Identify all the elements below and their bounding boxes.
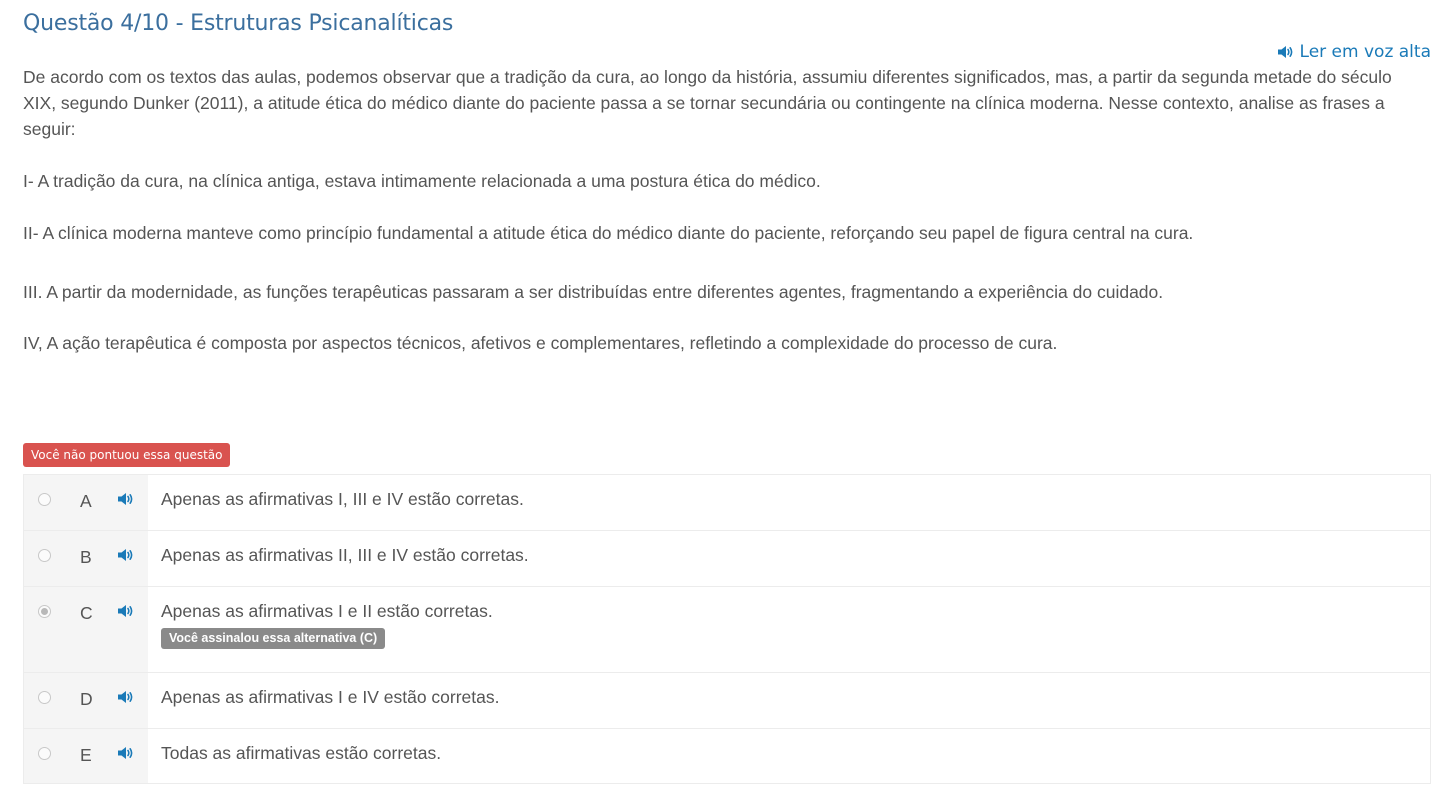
alternative-e[interactable] bbox=[24, 728, 1430, 783]
radio-button[interactable] bbox=[38, 493, 51, 506]
statement-item-3: III. A partir da modernidade, as funções terapêuticas passaram a ser distribuídas entre diferentes agentes, fragmentando a experiência do cuidado. bbox=[23, 282, 1164, 302]
alternative-b[interactable] bbox=[24, 530, 1430, 586]
alternative-text: Apenas as afirmativas I e IV estão corretas. bbox=[161, 687, 500, 707]
statement-item-1: I- A tradição da cura, na clínica antiga, estava intimamente relacionada a uma postura ética do médico. bbox=[23, 171, 821, 191]
alternative-a[interactable] bbox=[24, 475, 1430, 530]
selected-alternative-badge: Você assinalou essa alternativa (C) bbox=[161, 628, 385, 649]
alternative-text: Todas as afirmativas estão corretas. bbox=[161, 743, 442, 763]
read-aloud-label: Ler em voz alta bbox=[1299, 42, 1431, 62]
alternative-text: Apenas as afirmativas I, III e IV estão corretas. bbox=[161, 489, 524, 509]
speaker-icon[interactable] bbox=[117, 548, 135, 562]
alternative-d[interactable] bbox=[24, 672, 1430, 728]
speaker-icon[interactable] bbox=[117, 746, 135, 760]
alternative-letter: D bbox=[80, 689, 93, 709]
alternative-text: Apenas as afirmativas II, III e IV estão corretas. bbox=[161, 545, 529, 565]
speaker-icon[interactable] bbox=[117, 492, 135, 506]
alternative-c[interactable] bbox=[24, 586, 1430, 672]
question-statement bbox=[23, 64, 1423, 356]
speaker-icon[interactable] bbox=[117, 604, 135, 618]
speaker-icon[interactable] bbox=[117, 690, 135, 704]
question-title: Questão 4/10 - Estruturas Psicanalíticas bbox=[23, 11, 454, 36]
statement-item-2: II- A clínica moderna manteve como princípio fundamental a atitude ética do médico diante do paciente, reforçando seu papel de figura central na cura. bbox=[23, 223, 1194, 243]
alternative-text: Apenas as afirmativas I e II estão corretas. bbox=[161, 601, 493, 621]
radio-button-selected[interactable] bbox=[38, 605, 51, 618]
radio-button[interactable] bbox=[38, 549, 51, 562]
alternatives-list bbox=[23, 474, 1431, 784]
alternative-letter: E bbox=[80, 745, 92, 765]
statement-intro: De acordo com os textos das aulas, podemos observar que a tradição da cura, ao longo da história, assumiu diferentes significados, mas, a partir da segunda metade do século XIX, segundo Dunker (2011), a atitude ética do médico diante do paciente passa a se tornar secundária ou contingente na clínica moderna. Nesse contexto, analise as frases a seguir: bbox=[23, 67, 1392, 139]
not-scored-badge: Você não pontuou essa questão bbox=[23, 443, 230, 467]
statement-item-4: IV, A ação terapêutica é composta por aspectos técnicos, afetivos e complementares, refletindo a complexidade do processo de cura. bbox=[23, 333, 1058, 353]
speaker-icon bbox=[1277, 45, 1295, 59]
alternative-letter: B bbox=[80, 547, 92, 567]
alternative-letter: C bbox=[80, 603, 93, 623]
alternative-letter: A bbox=[80, 491, 92, 511]
radio-button[interactable] bbox=[38, 747, 51, 760]
read-aloud-link[interactable] bbox=[1277, 42, 1431, 62]
radio-button[interactable] bbox=[38, 691, 51, 704]
